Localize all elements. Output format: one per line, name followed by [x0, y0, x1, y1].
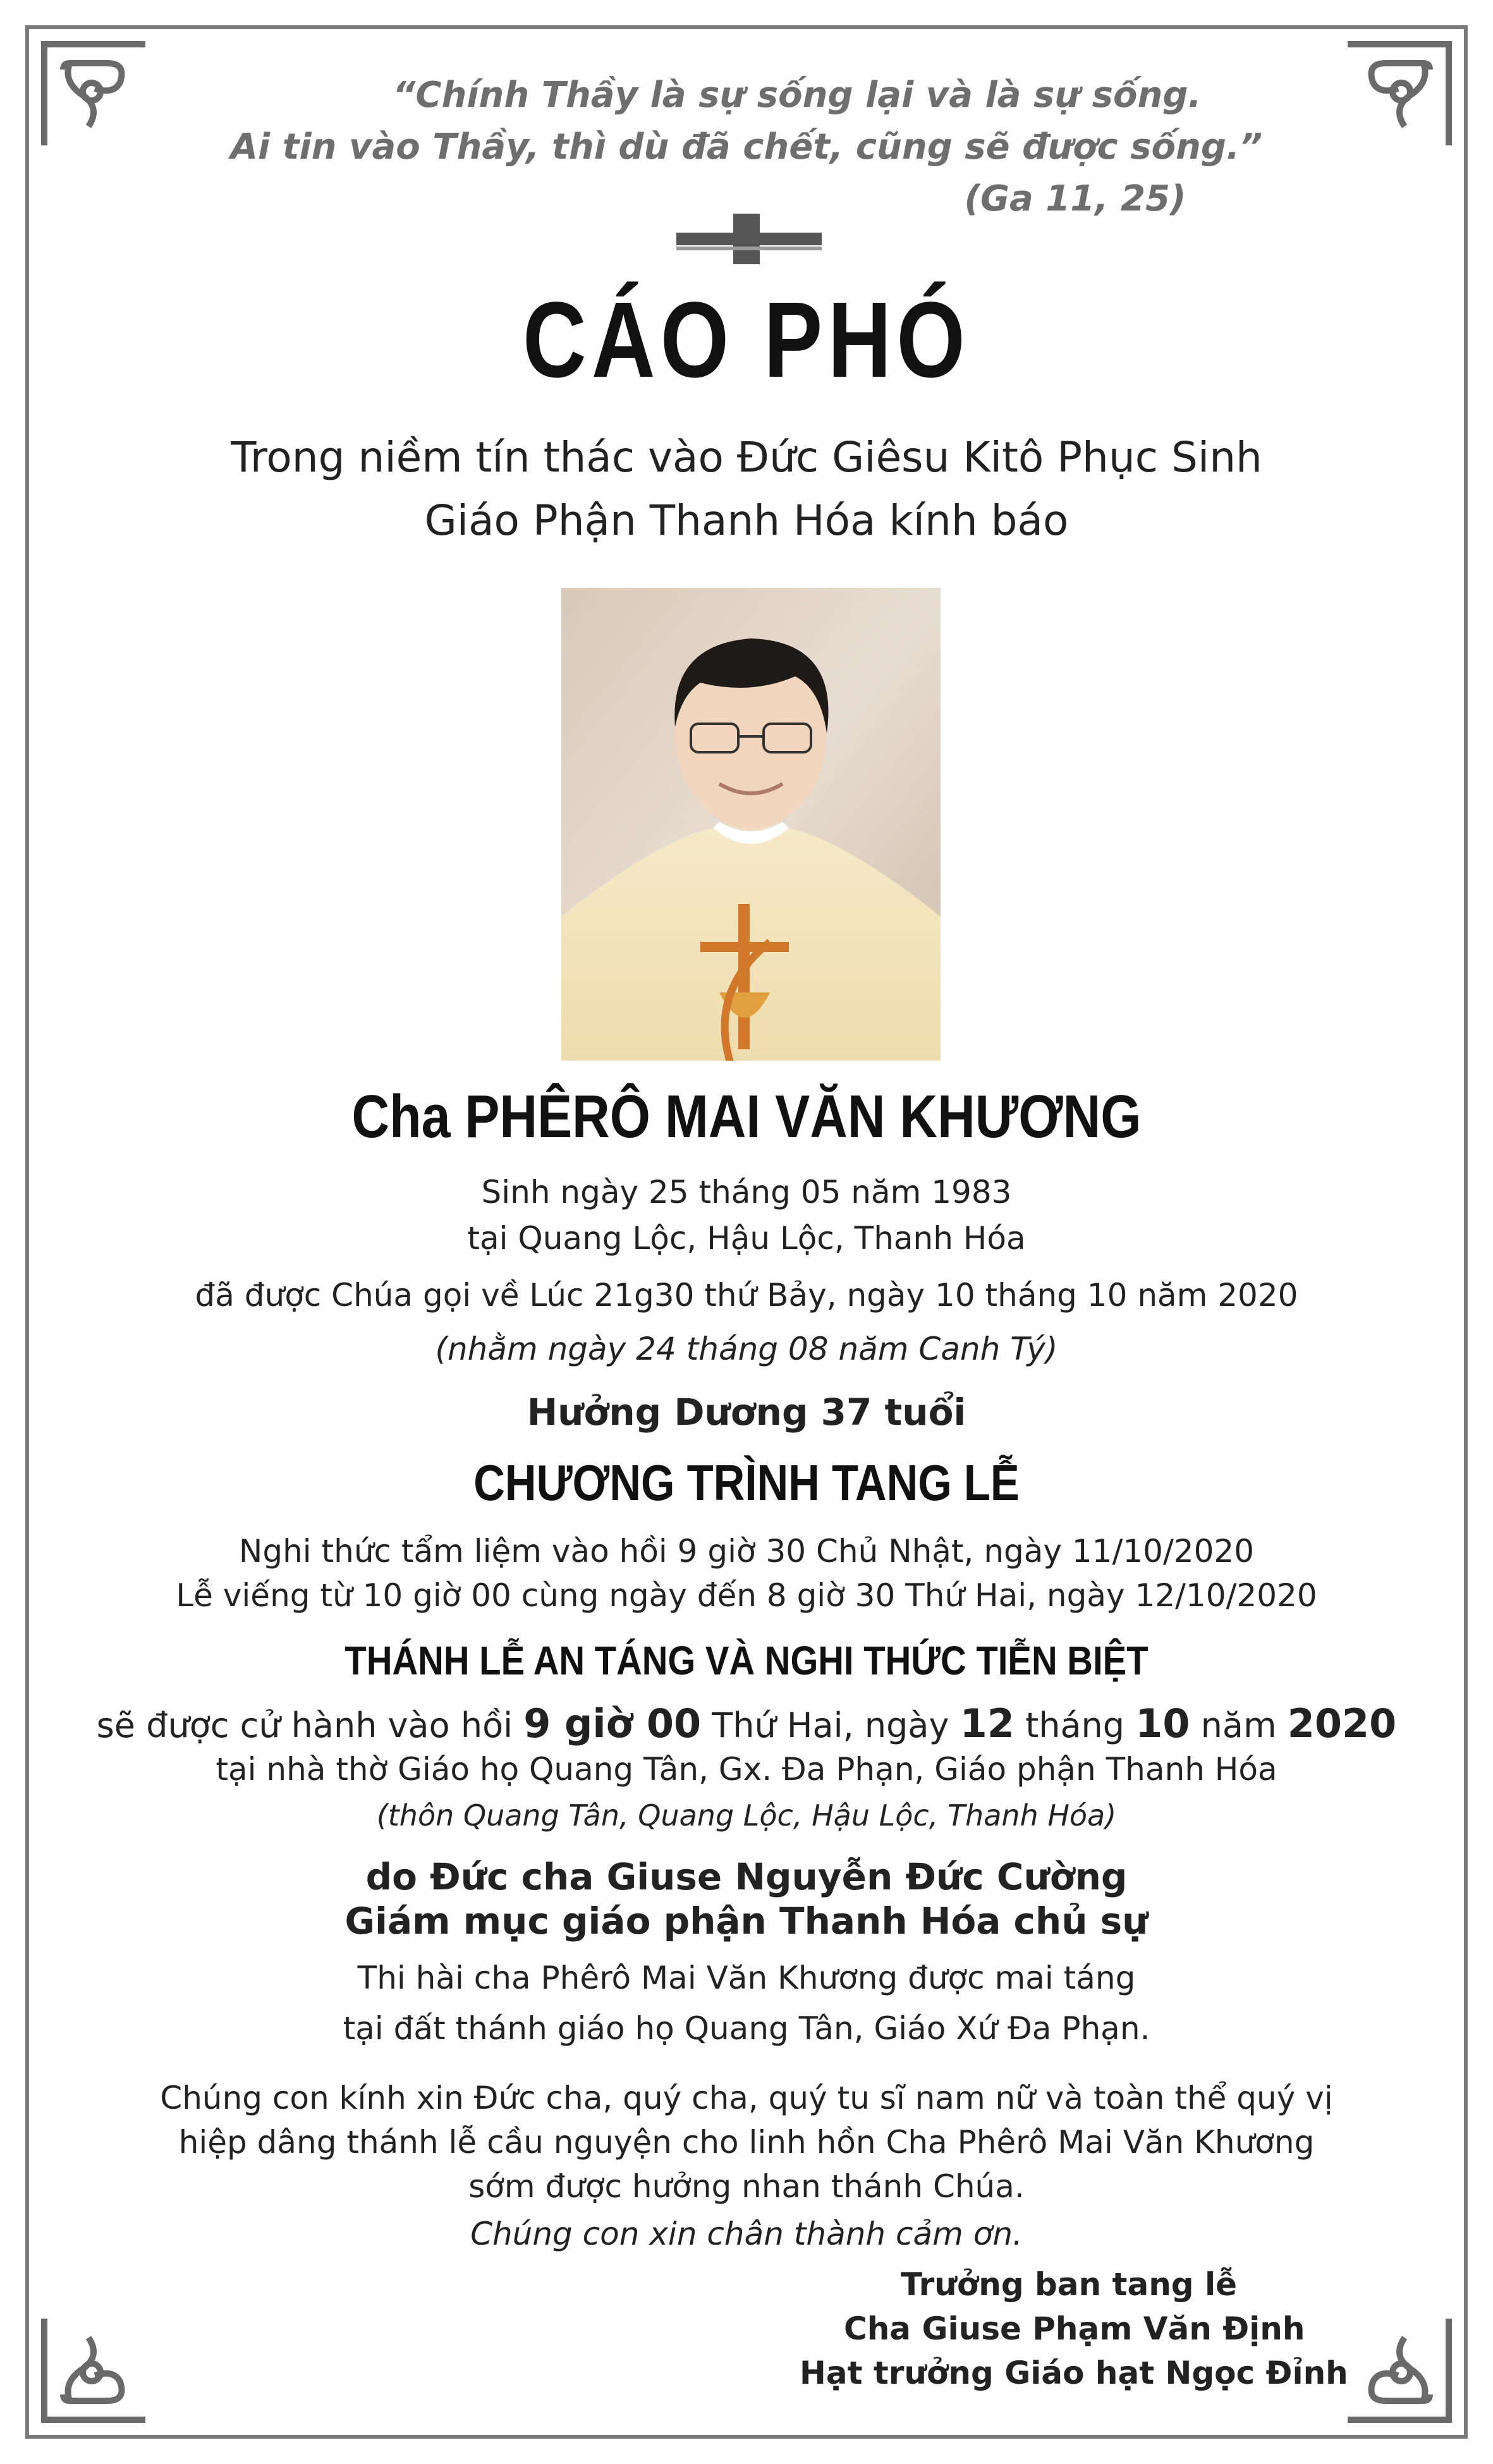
cross-icon: [676, 214, 822, 264]
signature-title: Hạt trưởng Giáo hạt Ngọc Đỉnh: [800, 2355, 1348, 2391]
mass-heading: THÁNH LỄ AN TÁNG VÀ NGHI THỨC TIỄN BIỆT: [344, 1638, 1149, 1683]
birth-place: tại Quang Lộc, Hậu Lộc, Thanh Hóa: [467, 1220, 1026, 1257]
celebrant-line2: Giám mục giáo phận Thanh Hóa chủ sự: [344, 1900, 1149, 1943]
mass-time: sẽ được cử hành vào hồi 9 giờ 00 Thứ Hai, ngày 12 tháng 10 năm 2020: [96, 1700, 1397, 1747]
signature-role: Trưởng ban tang lễ: [901, 2266, 1238, 2303]
scripture-reference: (Ga 11, 25): [964, 178, 1186, 219]
program-heading: CHƯƠNG TRÌNH TANG LỄ: [473, 1455, 1020, 1511]
lunar-date: (nhằm ngày 24 tháng 08 năm Canh Tý): [435, 1331, 1058, 1367]
signature-name: Cha Giuse Phạm Văn Định: [844, 2310, 1305, 2347]
mass-address: (thôn Quang Tân, Quang Lộc, Hậu Lộc, Thanh Hóa): [376, 1798, 1117, 1833]
page-title: CÁO PHÓ: [523, 280, 970, 400]
portrait-photo: [561, 588, 941, 1061]
thanks-line: Chúng con xin chân thành cảm ơn.: [470, 2216, 1023, 2252]
burial-line2: tại đất thánh giáo họ Quang Tân, Giáo Xứ Đa Phạn.: [343, 2010, 1150, 2047]
burial-line1: Thi hài cha Phêrô Mai Văn Khương được mai táng: [357, 1960, 1136, 1996]
program-line1: Nghi thức tẩm liệm vào hồi 9 giờ 30 Chủ Nhật, ngày 11/10/2020: [238, 1533, 1255, 1570]
deceased-name: Cha PHÊRÔ MAI VĂN KHƯƠNG: [351, 1083, 1142, 1150]
age: Hưởng Dương 37 tuổi: [527, 1391, 966, 1434]
scripture-quote-line2: Ai tin vào Thầy, thì dù đã chết, cũng sẽ được sống.”: [230, 126, 1263, 168]
request-line3: sớm được hưởng nhan thánh Chúa.: [468, 2168, 1025, 2205]
request-line1: Chúng con kính xin Đức cha, quý cha, quý tu sĩ nam nữ và toàn thể quý vị: [160, 2080, 1333, 2116]
death-date: đã được Chúa gọi về Lúc 21g30 thứ Bảy, ngày 10 tháng 10 năm 2020: [195, 1277, 1298, 1314]
celebrant-line1: do Đức cha Giuse Nguyễn Đức Cường: [365, 1855, 1128, 1898]
scripture-quote-line1: “Chính Thầy là sự sống lại và là sự sống.: [393, 75, 1202, 116]
intro-line1: Trong niềm tín thác vào Đức Giêsu Kitô Phục Sinh: [231, 433, 1262, 482]
birth-date: Sinh ngày 25 tháng 05 năm 1983: [481, 1174, 1012, 1211]
request-line2: hiệp dâng thánh lễ cầu nguyện cho linh hồn Cha Phêrô Mai Văn Khương: [178, 2124, 1315, 2161]
intro-line2: Giáo Phận Thanh Hóa kính báo: [424, 496, 1069, 545]
mass-place: tại nhà thờ Giáo họ Quang Tân, Gx. Đa Phạn, Giáo phận Thanh Hóa: [216, 1751, 1277, 1788]
program-line2: Lễ viếng từ 10 giờ 00 cùng ngày đến 8 giờ 30 Thứ Hai, ngày 12/10/2020: [176, 1577, 1317, 1614]
